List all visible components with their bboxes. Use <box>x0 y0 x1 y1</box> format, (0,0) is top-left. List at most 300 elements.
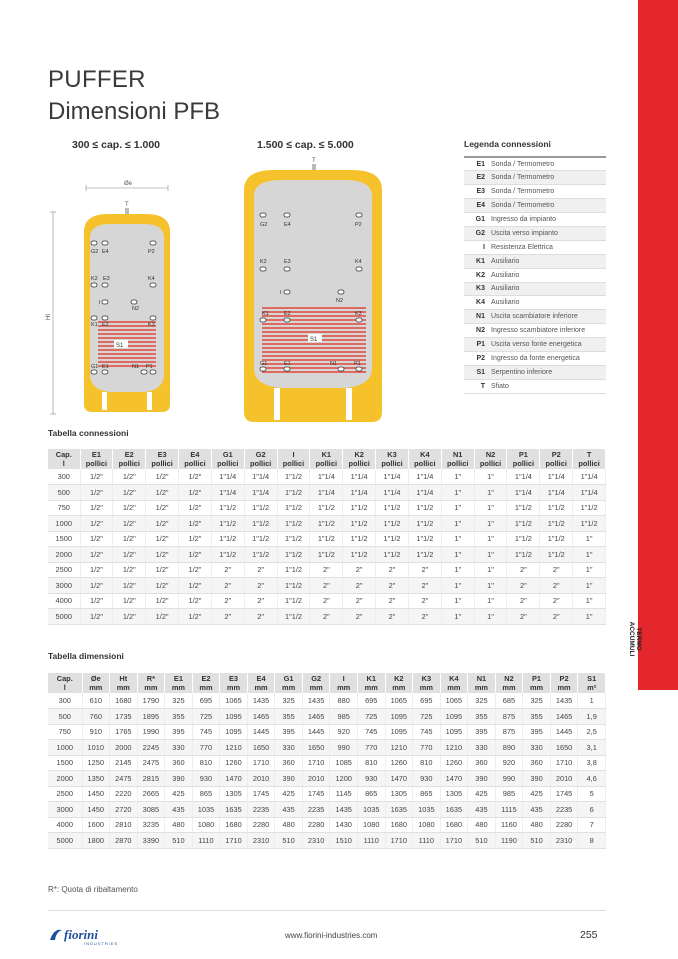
g2-label: G2 <box>91 249 99 255</box>
column-header <box>82 673 110 693</box>
table-cell: 985 <box>495 786 523 802</box>
table-cell: 1600 <box>82 817 110 833</box>
column-header-unit: mm <box>474 683 488 692</box>
table-cell: 1/2" <box>146 469 179 485</box>
legend-desc: Sfiato <box>488 379 606 393</box>
table-cell: 1500 <box>48 755 82 771</box>
table-cell: 1635 <box>385 802 413 818</box>
table-cell: 2500 <box>48 562 80 578</box>
table-cell: 1"1/4 <box>408 485 441 501</box>
table-cell: 1635 <box>440 802 468 818</box>
table-cell: 480 <box>468 817 496 833</box>
column-header-name: K1 <box>321 450 332 459</box>
table-cell: 2475 <box>137 755 165 771</box>
column-header-unit: pollici <box>414 459 436 468</box>
table-cell: 1/2" <box>113 593 146 609</box>
table-cell: 810 <box>357 755 385 771</box>
table-cell: 1745 <box>550 786 578 802</box>
table-cell: 1/2" <box>179 516 212 532</box>
table-cell: 810 <box>413 755 441 771</box>
table-cell: 990 <box>495 771 523 787</box>
column-header-name: G1 <box>283 674 294 683</box>
table-cell: 425 <box>523 786 551 802</box>
table-cell: 435 <box>275 802 303 818</box>
table-cell: 1"1/2 <box>343 516 376 532</box>
table-cell: 1"1/2 <box>507 547 540 563</box>
table-cell: 1260 <box>220 755 248 771</box>
table-cell: 1160 <box>495 817 523 833</box>
large-e4-label: E4 <box>284 222 291 228</box>
legend-desc: Ausiliario <box>488 268 606 282</box>
table-cell: 1470 <box>385 771 413 787</box>
table-cell: 325 <box>468 693 496 709</box>
table-cell: 1/2" <box>146 531 179 547</box>
table-cell: 1"1/4 <box>244 485 277 501</box>
column-header <box>495 673 523 693</box>
large-e3-label: E3 <box>284 259 291 265</box>
table-cell: 425 <box>275 786 303 802</box>
table-cell: 1/2" <box>146 547 179 563</box>
table-cell: 2" <box>211 593 244 609</box>
column-header-name: T <box>586 450 592 459</box>
table-cell: 1"1/2 <box>277 531 310 547</box>
table-cell: 1"1/2 <box>408 500 441 516</box>
column-header-name: P1 <box>532 674 542 683</box>
table-cell: 1035 <box>192 802 220 818</box>
table-cell: 1/2" <box>179 485 212 501</box>
table-cell: 1"1/2 <box>540 500 573 516</box>
table-cell: 1"1/2 <box>408 531 441 547</box>
table-cell: 865 <box>192 786 220 802</box>
table-cell: 2" <box>310 609 343 625</box>
table-cell: 1110 <box>413 833 441 849</box>
column-header-name: N1 <box>452 450 463 459</box>
table-cell: 1" <box>474 578 507 594</box>
table-cell: 4,6 <box>578 771 606 787</box>
table-cell: 2" <box>343 562 376 578</box>
table-cell: 2" <box>310 562 343 578</box>
table-cell: 1"1/2 <box>310 516 343 532</box>
column-header-name: Cap. <box>56 674 73 683</box>
n1-label: N1 <box>132 364 140 370</box>
table-cell: 1"1/4 <box>507 485 540 501</box>
column-header-name: Cap. <box>55 450 72 459</box>
legend-desc: Uscita verso fonte energetica <box>488 338 606 352</box>
table-row <box>48 485 606 501</box>
table-cell: 2000 <box>48 547 80 563</box>
column-header <box>413 673 441 693</box>
column-header <box>330 673 358 693</box>
table-cell: 355 <box>165 709 193 725</box>
table-cell: 1/2" <box>179 578 212 594</box>
table-cell: 1/2" <box>146 562 179 578</box>
table-cell: 2,5 <box>578 724 606 740</box>
legend-table <box>464 156 606 394</box>
column-header-unit: pollici <box>118 459 140 468</box>
table-cell: 2310 <box>302 833 330 849</box>
column-header-unit: pollici <box>348 459 370 468</box>
table-cell: 1"1/4 <box>507 469 540 485</box>
table-cell: 1/2" <box>80 500 113 516</box>
column-header-name: N2 <box>504 674 514 683</box>
column-header-unit: pollici <box>151 459 173 468</box>
s1-label: S1 <box>116 343 124 349</box>
table-cell: 2665 <box>137 786 165 802</box>
table-cell: 1650 <box>550 740 578 756</box>
dimensions-table <box>48 673 606 849</box>
table-cell: 1200 <box>330 771 358 787</box>
legend-code: E1 <box>464 157 488 171</box>
k2-label: K2 <box>91 276 98 282</box>
oe-label: Øe <box>124 181 133 187</box>
table-cell: 745 <box>192 724 220 740</box>
table-cell: 1"1/2 <box>540 516 573 532</box>
table-cell: 1"1/2 <box>277 578 310 594</box>
column-header-name: E2 <box>201 674 211 683</box>
table-cell: 695 <box>413 693 441 709</box>
table-cell: 2" <box>343 578 376 594</box>
page-subtitle: Dimensioni PFB <box>48 98 221 125</box>
legend-row <box>464 338 606 352</box>
table-cell: 1745 <box>247 786 275 802</box>
column-header-unit: pollici <box>282 459 305 468</box>
legend-desc: Ingresso scambiatore inferiore <box>488 324 606 338</box>
table-cell: 1/2" <box>179 531 212 547</box>
column-header-name: I <box>342 674 345 683</box>
legend-row <box>464 324 606 338</box>
table-cell: 1"1/4 <box>211 469 244 485</box>
table-cell: 920 <box>330 724 358 740</box>
table-cell: 5 <box>578 786 606 802</box>
table-cell: 1/2" <box>146 516 179 532</box>
table-row <box>48 693 606 709</box>
table-cell: 1" <box>573 531 606 547</box>
table-cell: 865 <box>413 786 441 802</box>
table-cell: 875 <box>495 724 523 740</box>
legend-row <box>464 379 606 393</box>
table-cell: 1465 <box>302 709 330 725</box>
table-cell: 1"1/2 <box>540 531 573 547</box>
table-cell: 325 <box>523 693 551 709</box>
column-header <box>247 673 275 693</box>
legend-code: I <box>464 240 488 254</box>
table-cell: 1" <box>441 516 474 532</box>
table-cell: 1" <box>441 469 474 485</box>
table-cell: 2145 <box>110 755 138 771</box>
table-cell: 725 <box>192 709 220 725</box>
table-cell: 510 <box>523 833 551 849</box>
table-row <box>48 562 606 578</box>
e4-label: E4 <box>102 249 109 255</box>
table-cell: 2" <box>507 578 540 594</box>
table-cell: 1680 <box>110 693 138 709</box>
table-cell: 890 <box>495 740 523 756</box>
column-header <box>408 449 441 469</box>
table-cell: 1800 <box>82 833 110 849</box>
table-cell: 4000 <box>48 593 80 609</box>
table-cell: 1710 <box>440 833 468 849</box>
table-cell: 1465 <box>247 709 275 725</box>
table-cell: 1"1/4 <box>540 469 573 485</box>
table-cell: 2" <box>211 609 244 625</box>
table-cell: 1/2" <box>113 516 146 532</box>
table-cell: 1790 <box>137 693 165 709</box>
table-cell: 1" <box>474 500 507 516</box>
table-cell: 1450 <box>82 786 110 802</box>
table-cell: 1"1/2 <box>343 531 376 547</box>
large-t-label: T <box>312 158 316 164</box>
table-row <box>48 786 606 802</box>
table-cell: 875 <box>495 709 523 725</box>
table-cell: 1"1/2 <box>277 469 310 485</box>
table-cell: 1/2" <box>179 609 212 625</box>
table-cell: 1"1/2 <box>244 547 277 563</box>
ht-label: Ht <box>46 314 52 320</box>
table-cell: 2010 <box>302 771 330 787</box>
table-cell: 2220 <box>110 786 138 802</box>
table-cell: 1"1/2 <box>277 547 310 563</box>
column-header <box>179 449 212 469</box>
legend-row <box>464 282 606 296</box>
table-cell: 2" <box>376 609 409 625</box>
table-cell: 1095 <box>385 709 413 725</box>
table-cell: 1260 <box>440 755 468 771</box>
table-cell: 1305 <box>385 786 413 802</box>
column-header-name: K4 <box>449 674 459 683</box>
table-cell: 1445 <box>247 724 275 740</box>
table-cell: 2235 <box>302 802 330 818</box>
legend-code: K1 <box>464 254 488 268</box>
table-cell: 1/2" <box>80 609 113 625</box>
table-cell: 3000 <box>48 578 80 594</box>
table-cell: 435 <box>523 802 551 818</box>
table-cell: 1470 <box>440 771 468 787</box>
column-header <box>192 673 220 693</box>
table-cell: 1/2" <box>113 500 146 516</box>
large-n1-label: N1 <box>330 361 338 367</box>
table-cell: 1"1/2 <box>244 500 277 516</box>
table-cell: 1250 <box>82 755 110 771</box>
g1-label: G1 <box>91 364 99 370</box>
large-g1-label: G1 <box>260 361 268 367</box>
column-header <box>578 673 606 693</box>
table-cell: 1/2" <box>113 562 146 578</box>
column-header-name: Øe <box>90 674 101 683</box>
column-header-name: P1 <box>518 450 528 459</box>
legend-code: P2 <box>464 351 488 365</box>
table-cell: 500 <box>48 485 80 501</box>
table-cell: 1435 <box>302 693 330 709</box>
table-row <box>48 609 606 625</box>
legend-code: E2 <box>464 171 488 185</box>
table-cell: 1"1/4 <box>540 485 573 501</box>
table-cell: 1"1/4 <box>376 485 409 501</box>
table-cell: 810 <box>192 755 220 771</box>
column-header <box>211 449 244 469</box>
logo-subtext: INDUSTRIES <box>84 941 119 946</box>
k1-label: K1 <box>91 322 98 328</box>
table-cell: 1430 <box>330 817 358 833</box>
table-row <box>48 593 606 609</box>
column-header-unit: mm <box>254 683 268 692</box>
column-header-unit: pollici <box>479 459 502 468</box>
page-title: PUFFER <box>48 66 146 93</box>
table-cell: 1"1/2 <box>277 485 310 501</box>
table-cell: 1" <box>441 547 474 563</box>
table-cell: 1435 <box>330 802 358 818</box>
column-header-name: K3 <box>421 674 432 683</box>
table-cell: 2235 <box>550 802 578 818</box>
column-header <box>376 449 409 469</box>
legend-desc: Resistenza Elettrica <box>488 240 606 254</box>
column-header-name: N2 <box>485 450 496 459</box>
table-cell: 2310 <box>550 833 578 849</box>
table-cell: 1/2" <box>80 531 113 547</box>
table-cell: 2" <box>310 578 343 594</box>
table-cell: 1470 <box>220 771 248 787</box>
column-header-name: E2 <box>124 450 134 459</box>
table-cell: 2" <box>540 593 573 609</box>
connections-title: Tabella connessioni <box>48 428 129 438</box>
table-row <box>48 516 606 532</box>
table-cell: 1735 <box>110 709 138 725</box>
table-cell: 390 <box>523 771 551 787</box>
table-row <box>48 833 606 849</box>
column-header-name: P2 <box>559 674 569 683</box>
table-cell: 2280 <box>302 817 330 833</box>
table-cell: 1"1/2 <box>507 500 540 516</box>
table-cell: 1"1/2 <box>310 531 343 547</box>
i-label: I <box>99 300 101 306</box>
table-cell: 695 <box>192 693 220 709</box>
table-cell: 1" <box>441 485 474 501</box>
column-header-unit: pollici <box>85 459 108 468</box>
table-cell: 1680 <box>440 817 468 833</box>
column-header <box>80 449 113 469</box>
table-cell: 1145 <box>330 786 358 802</box>
column-header <box>573 449 606 469</box>
table-cell: 2" <box>310 593 343 609</box>
table-cell: 2500 <box>48 786 82 802</box>
table-cell: 1"1/2 <box>244 516 277 532</box>
column-header <box>523 673 551 693</box>
table-cell: 1" <box>573 578 606 594</box>
legend-row <box>464 157 606 171</box>
table-cell: 300 <box>48 693 82 709</box>
table-cell: 1/2" <box>146 609 179 625</box>
e3-label: E3 <box>103 276 110 282</box>
table-cell: 1" <box>474 516 507 532</box>
table-cell: 3235 <box>137 817 165 833</box>
logo-mark-icon <box>50 930 62 940</box>
table-cell: 510 <box>165 833 193 849</box>
table-cell: 990 <box>330 740 358 756</box>
table-cell: 435 <box>468 802 496 818</box>
legend-code: N2 <box>464 324 488 338</box>
column-header-name: K1 <box>366 674 376 683</box>
table-cell: 480 <box>523 817 551 833</box>
table-cell: 360 <box>468 755 496 771</box>
table-cell: 1080 <box>192 817 220 833</box>
table-cell: 1/2" <box>146 485 179 501</box>
column-header-unit: mm <box>557 683 571 692</box>
legend-row <box>464 240 606 254</box>
table-cell: 300 <box>48 469 80 485</box>
table-cell: 1010 <box>82 740 110 756</box>
legend-row <box>464 296 606 310</box>
legend-desc: Ausiliario <box>488 296 606 310</box>
table-cell: 355 <box>275 709 303 725</box>
table-cell: 1095 <box>220 724 248 740</box>
table-cell: 1635 <box>220 802 248 818</box>
table-cell: 1500 <box>48 531 80 547</box>
column-header-unit: mm <box>447 683 461 692</box>
column-header-unit: mm <box>364 683 378 692</box>
legend-code: E4 <box>464 199 488 213</box>
table-cell: 1/2" <box>113 609 146 625</box>
table-cell: 1" <box>573 547 606 563</box>
legend-desc: Sonda / Termometro <box>488 185 606 199</box>
column-header-unit: mm <box>419 683 433 692</box>
side-tab <box>638 0 678 690</box>
table-cell: 1/2" <box>179 562 212 578</box>
column-header-unit: mm <box>337 683 351 692</box>
table-cell: 6 <box>578 802 606 818</box>
column-header-unit: mm <box>89 683 103 692</box>
table-cell: 1"1/2 <box>573 516 606 532</box>
column-header-name: I <box>292 450 295 459</box>
column-header-name: E1 <box>173 674 183 683</box>
table-cell: 1/2" <box>80 547 113 563</box>
column-header-unit: pollici <box>512 459 535 468</box>
table-cell: 910 <box>82 724 110 740</box>
table-cell: 1"1/2 <box>408 547 441 563</box>
table-cell: 1"1/2 <box>277 593 310 609</box>
legend-row <box>464 365 606 379</box>
table-cell: 685 <box>495 693 523 709</box>
large-k3-label: K3 <box>355 311 362 317</box>
table-cell: 1/2" <box>113 578 146 594</box>
table-cell: 1065 <box>440 693 468 709</box>
k3-label: K3 <box>148 322 155 328</box>
table-cell: 2000 <box>110 740 138 756</box>
column-header <box>146 449 179 469</box>
table-cell: 3085 <box>137 802 165 818</box>
table-cell: 1" <box>474 562 507 578</box>
table-cell: 1210 <box>440 740 468 756</box>
table-cell: 1745 <box>302 786 330 802</box>
column-header-name: E4 <box>256 674 266 683</box>
table-cell: 3,8 <box>578 755 606 771</box>
table-row <box>48 547 606 563</box>
table-cell: 985 <box>330 709 358 725</box>
footer-url[interactable]: www.fiorini-industries.com <box>285 931 378 940</box>
column-header-unit: mm <box>171 683 185 692</box>
table-cell: 1"1/4 <box>244 469 277 485</box>
table-cell: 1710 <box>385 833 413 849</box>
table-cell: 750 <box>48 500 80 516</box>
large-s1-label: S1 <box>310 337 318 343</box>
table-cell: 1/2" <box>179 547 212 563</box>
table-cell: 2010 <box>247 771 275 787</box>
legend-desc: Ingresso da fonte energetica <box>488 351 606 365</box>
table-cell: 510 <box>468 833 496 849</box>
table-cell: 770 <box>357 740 385 756</box>
table-cell: 880 <box>330 693 358 709</box>
table-cell: 1" <box>573 609 606 625</box>
legend-row <box>464 199 606 213</box>
table-cell: 2720 <box>110 802 138 818</box>
